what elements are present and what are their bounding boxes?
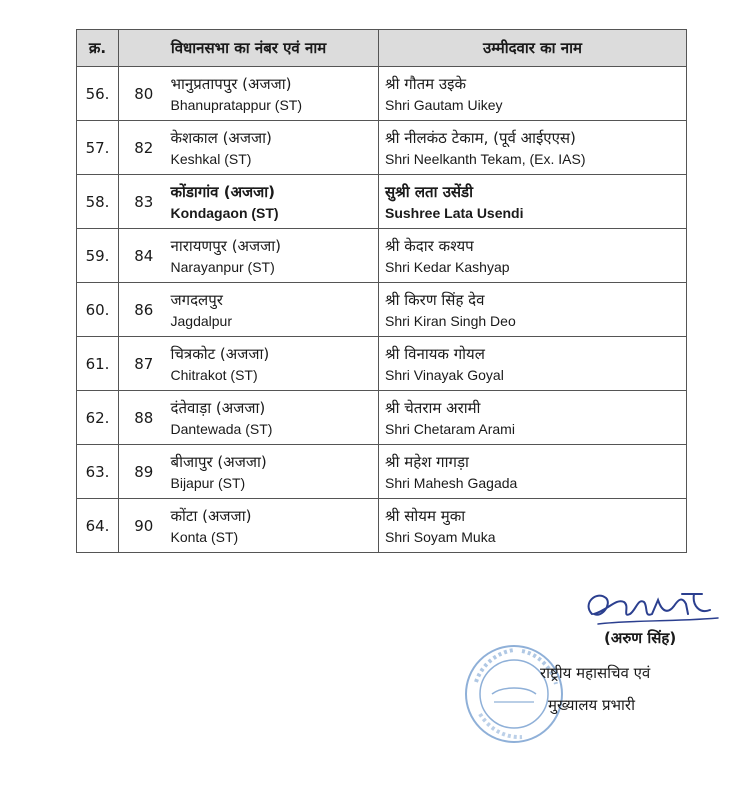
- constituency-cell: [169, 337, 379, 391]
- constituency-name-hindi: कोंटा (अजजा): [170, 506, 252, 525]
- signature-image: [578, 584, 728, 634]
- serial-number: 63.: [77, 445, 119, 499]
- candidate-name-english: Shri Gautam Uikey: [385, 96, 503, 113]
- constituency-number: 83: [119, 175, 169, 229]
- candidate-name-hindi: श्री चेतराम अरामी: [385, 398, 481, 417]
- candidate-cell: [379, 121, 687, 175]
- candidate-name-hindi: श्री गौतम उइके: [385, 74, 466, 93]
- serial-number: 64.: [77, 499, 119, 553]
- constituency-name-hindi: कोंडागांव (अजजा): [170, 182, 276, 201]
- candidate-name-english: Shri Soyam Muka: [385, 528, 496, 545]
- candidate-name-english: Shri Chetaram Arami: [385, 420, 515, 437]
- serial-number: 58.: [77, 175, 119, 229]
- constituency-name-hindi: चित्रकोट (अजजा): [170, 344, 270, 363]
- constituency-name-english: Konta (ST): [170, 528, 239, 545]
- candidate-cell: [379, 391, 687, 445]
- serial-number: 59.: [77, 229, 119, 283]
- constituency-name-english: Jagdalpur: [170, 312, 232, 329]
- constituency-cell: [169, 67, 379, 121]
- header-serial: क्र.: [77, 30, 119, 67]
- candidate-name-english: Sushree Lata Usendi: [385, 204, 524, 221]
- constituency-name-english: Bijapur (ST): [170, 474, 246, 491]
- signatory-title-line1: राष्ट्रीय महासचिव एवं: [540, 664, 651, 682]
- candidate-cell: [379, 67, 687, 121]
- constituency-name-english: Keshkal (ST): [170, 150, 252, 167]
- candidate-name-hindi: श्री किरण सिंह देव: [385, 290, 485, 309]
- constituency-number: 84: [119, 229, 169, 283]
- candidate-name-english: Shri Vinayak Goyal: [385, 366, 504, 383]
- constituency-name-english: Narayanpur (ST): [170, 258, 275, 275]
- table-row: [77, 121, 687, 175]
- constituency-name-hindi: नारायणपुर (अजजा): [170, 236, 282, 255]
- table-row: [77, 229, 687, 283]
- candidate-name-english: Shri Kedar Kashyap: [385, 258, 510, 275]
- constituency-name-hindi: जगदलपुर: [170, 290, 223, 309]
- constituency-cell: [169, 175, 379, 229]
- constituency-number: 80: [119, 67, 169, 121]
- constituency-cell: [169, 229, 379, 283]
- constituency-number: 86: [119, 283, 169, 337]
- header-constituency: विधानसभा का नंबर एवं नाम: [119, 30, 379, 67]
- constituency-number: 90: [119, 499, 169, 553]
- serial-number: 62.: [77, 391, 119, 445]
- table-header-row: [77, 30, 687, 67]
- candidate-name-hindi: श्री महेश गागड़ा: [385, 452, 469, 471]
- constituency-cell: [169, 391, 379, 445]
- constituency-name-hindi: बीजापुर (अजजा): [170, 452, 267, 471]
- constituency-name-english: Dantewada (ST): [170, 420, 273, 437]
- constituency-cell: [169, 283, 379, 337]
- table-row: [77, 445, 687, 499]
- candidate-name-hindi: श्री विनायक गोयल: [385, 344, 485, 363]
- constituency-cell: [169, 121, 379, 175]
- table-row: [77, 67, 687, 121]
- candidate-cell: [379, 175, 687, 229]
- table-row: [77, 175, 687, 229]
- candidate-name-english: Shri Neelkanth Tekam, (Ex. IAS): [385, 150, 586, 167]
- candidate-name-hindi: श्री केदार कश्यप: [385, 236, 474, 255]
- candidate-name-english: Shri Mahesh Gagada: [385, 474, 518, 491]
- constituency-cell: [169, 499, 379, 553]
- constituency-name-english: Chitrakot (ST): [170, 366, 258, 383]
- candidate-cell: [379, 445, 687, 499]
- serial-number: 61.: [77, 337, 119, 391]
- table-row: [77, 391, 687, 445]
- candidate-name-hindi: सुश्री लता उसेंडी: [385, 182, 473, 201]
- constituency-number: 82: [119, 121, 169, 175]
- constituency-name-hindi: भानुप्रतापपुर (अजजा): [170, 74, 292, 93]
- candidate-cell: [379, 499, 687, 553]
- candidate-name-english: Shri Kiran Singh Deo: [385, 312, 516, 329]
- table-row: [77, 499, 687, 553]
- table-row: [77, 283, 687, 337]
- candidate-table: [76, 29, 687, 553]
- constituency-name-english: Kondagaon (ST): [170, 204, 279, 221]
- serial-number: 57.: [77, 121, 119, 175]
- header-candidate: उम्मीदवार का नाम: [379, 30, 687, 67]
- signatory-title-line2: मुख्यालय प्रभारी: [548, 696, 635, 714]
- candidate-name-hindi: श्री सोयम मुका: [385, 506, 466, 525]
- candidate-name-hindi: श्री नीलकंठ टेकाम, (पूर्व आईएएस): [385, 128, 576, 147]
- serial-number: 60.: [77, 283, 119, 337]
- constituency-name-english: Bhanupratappur (ST): [170, 96, 303, 113]
- serial-number: 56.: [77, 67, 119, 121]
- candidate-cell: [379, 283, 687, 337]
- constituency-number: 89: [119, 445, 169, 499]
- constituency-cell: [169, 445, 379, 499]
- signatory-name: (अरुण सिंह): [604, 629, 677, 647]
- candidate-cell: [379, 229, 687, 283]
- constituency-number: 87: [119, 337, 169, 391]
- office-seal-icon: [462, 642, 566, 746]
- constituency-name-hindi: केशकाल (अजजा): [170, 128, 272, 147]
- table-row: [77, 337, 687, 391]
- constituency-number: 88: [119, 391, 169, 445]
- constituency-name-hindi: दंतेवाड़ा (अजजा): [170, 398, 266, 417]
- candidate-cell: [379, 337, 687, 391]
